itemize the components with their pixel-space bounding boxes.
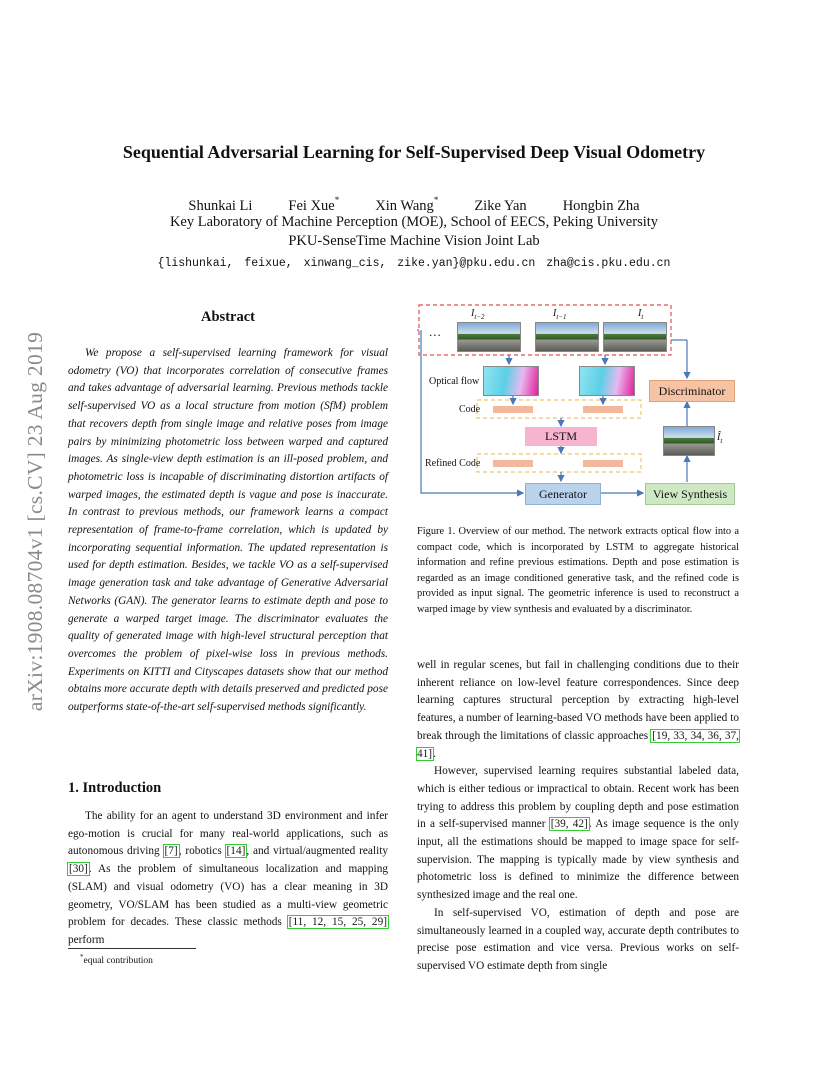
refined-code-label: Refined Code	[425, 458, 481, 469]
author: Xin Wang*	[375, 195, 439, 214]
code-label: Code	[459, 404, 481, 415]
citation-link[interactable]: [39, 42]	[550, 818, 588, 831]
arxiv-stamp	[22, 282, 50, 760]
paper-title: Sequential Adversarial Learning for Self-Supervised Deep Visual Odometry	[122, 142, 706, 162]
abstract-heading: Abstract	[201, 309, 255, 325]
intro-paragraph: However, supervised learning requires substantial labeled data, which is either tedious or impractical to obtain. Recent work has been trying to address this problem by coupling depth and pose estimation in a self-supervised manner [39, 42]. As image sequence is the only input, all the estimations should be mapped to image space for self-supervision. The mapping is typically made by view synthesis and photometric loss is defined to minimize the difference between synthesized image and the real one.	[417, 765, 739, 902]
optical-flow-label: Optical flow	[429, 376, 480, 387]
warped-image-label: $Î_t$	[717, 432, 723, 445]
citation-link[interactable]: [7]	[164, 845, 178, 858]
citation-link[interactable]: [11, 12, 15, 25, 29]	[288, 916, 387, 929]
abstract-text: We propose a self-supervised learning framework for visual odometry (VO) that incorporates correlation of consecutive frames and takes advantage of adversarial learning. Previous methods tackle self-supervised VO as a local structure from motion (SfM) problem that recovers depth from single image and relative poses from image pairs by minimizing photometric loss between warped and captured images. As single-view depth estimation is an ill-posed problem, and photometric loss is incapable of discriminating distortion artifacts of warped images, the estimated depth is vague and pose is inaccurate. In contrast to previous methods, our framework learns a compact representation of frame-to-frame correlation, which is updated by incorporating sequential information. The updated representation is used for depth estimation. Besides, we tackle VO as a self-supervised image generation task and take advantage of Generative Adversarial Networks (GAN). The generator learns to estimate depth and pose to generate a warped target image. The discriminator evaluates the quality of generated image with high-level structural perception that overcomes the problem of pixel-wise loss in previous methods. Experiments on KITTI and Cityscapes datasets show that our method obtains more accurate depth with details preserved and predicted pose outperforms state-of-the-art self-supervised methods significantly.	[68, 347, 388, 714]
view-synthesis-block: View Synthesis	[645, 483, 735, 505]
footnote: *equal contribution	[80, 953, 153, 967]
generator-block: Generator	[525, 483, 601, 505]
optical-flow-image	[483, 366, 539, 396]
refined-code-bar	[583, 460, 623, 467]
footnote-rule	[68, 948, 196, 949]
citation-link[interactable]: [19, 33, 34, 36, 37, 41]	[417, 729, 739, 760]
affiliation-primary: Key Laboratory of Machine Perception (MOE), School of EECS, Peking University	[169, 214, 659, 230]
refined-code-bar	[493, 460, 533, 467]
frame-label: $I_t$	[638, 308, 644, 321]
citation-link[interactable]: [30]	[69, 863, 88, 876]
citation-link[interactable]: [14]	[226, 845, 246, 858]
discriminator-block: Discriminator	[649, 380, 735, 402]
author-list	[120, 196, 708, 215]
code-bar	[493, 406, 533, 413]
frame-label: $I_{t-1}$	[553, 308, 567, 321]
section-heading-introduction: 1. Introduction	[68, 780, 162, 796]
arxiv-id: arXiv:1908.08704v1 [cs.CV] 23 Aug 2019	[23, 331, 48, 711]
intro-paragraph: well in regular scenes, but fail in challenging conditions due to their inherent reliance on low-level feature correspondences. Since deep learning captures structural perception by extracting high-level features, a number of learning-based VO methods have been applied to break through the limitations of classic approaches [19, 33, 34, 36, 37, 41].	[417, 659, 739, 760]
affiliation-secondary: PKU-SenseTime Machine Vision Joint Lab	[288, 233, 540, 249]
frame-t	[603, 322, 667, 352]
author-emails: {lishunkai, feixue, xinwang_cis, zike.yan}@pku.edu.cn zha@cis.pku.edu.cn	[157, 257, 671, 270]
code-bar	[583, 406, 623, 413]
ellipsis: ...	[429, 324, 442, 339]
figure-caption: Figure 1. Overview of our method. The network extracts optical flow into a compact code, which is incorporated by LSTM to aggregate historical information and refine previous estimations. Depth and pose estimation is regarded as an image conditioned generative task, and the refined code is provided as input signal. The geometric inference is used to reconstruct a warped image by view synthesis and evaluated by a discriminator.	[417, 526, 739, 615]
frame-t-minus-2	[457, 322, 521, 352]
warped-image	[663, 426, 715, 456]
lstm-block: LSTM	[525, 427, 597, 446]
frame-t-minus-1	[535, 322, 599, 352]
frame-label: $I_{t-2}$	[471, 308, 485, 321]
optical-flow-image	[579, 366, 635, 396]
intro-paragraph: In self-supervised VO, estimation of depth and pose are simultaneously learned in a coupled way, accurate depth contributes to precise pose estimation and vice versa. Previous works on self-supervised VO estimate depth from single	[417, 906, 739, 972]
intro-paragraph: The ability for an agent to understand 3D environment and infer ego-motion is crucial for many real-world applications, such as autonomous driving [7], robotics [14], and virtual/augmented reality [30]. As the problem of simultaneous localization and mapping (SLAM) and visual odometry (VO) has a clear meaning in 3D geometry, VO/SLAM has been studied as a multi-view geometric problem for decades. These classic methods [11, 12, 15, 25, 29] perform	[68, 810, 388, 946]
figure-overview	[417, 300, 739, 518]
author: Zike Yan	[474, 197, 527, 214]
intro-right-column	[417, 657, 739, 976]
author: Hongbin Zha	[562, 197, 640, 214]
author: Shunkai Li	[188, 197, 253, 214]
author: Fei Xue*	[288, 195, 340, 214]
